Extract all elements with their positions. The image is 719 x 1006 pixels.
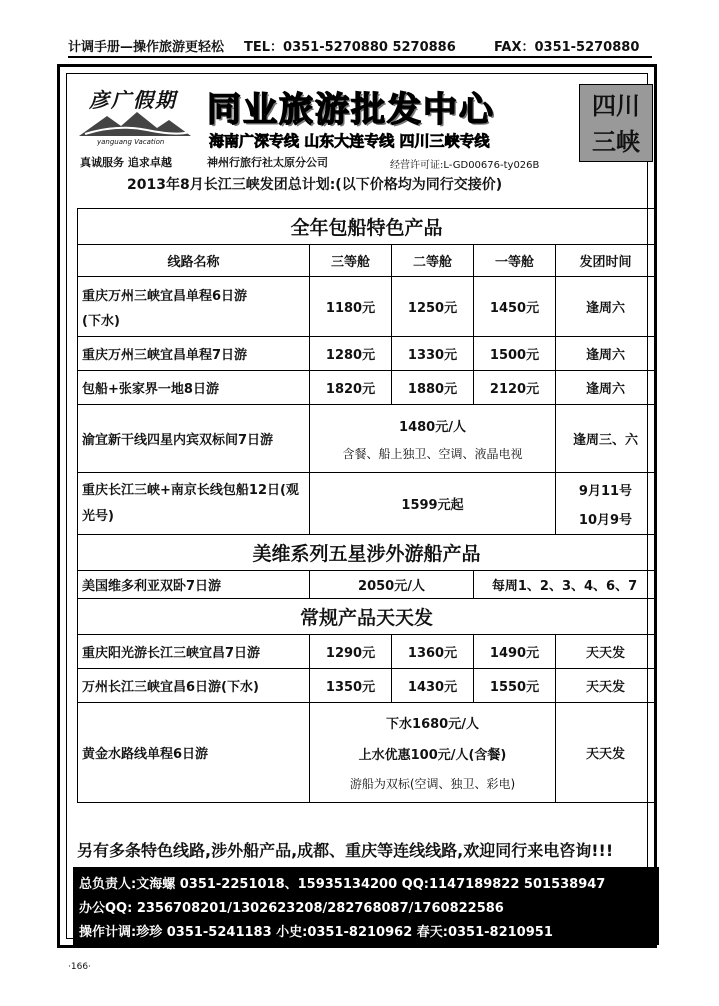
depart-time: 逢周六 <box>556 371 656 405</box>
route-name: 重庆长江三峡+南京长线包船12日(观光号) <box>78 473 310 535</box>
route-name: 重庆阳光游长江三峡宜昌7日游 <box>78 635 310 669</box>
route-name: 万州长江三峡宜昌6日游(下水) <box>78 669 310 703</box>
price-value: 1599元起 <box>310 473 556 535</box>
region-badge <box>579 84 653 162</box>
more-info: 另有多条特色线路,涉外船产品,成都、重庆等连线线路,欢迎同行来电咨询!!! <box>77 841 614 860</box>
price-first: 1450元 <box>474 277 556 337</box>
table-row <box>78 669 656 703</box>
route-name: 黄金水路线单程6日游 <box>78 703 310 803</box>
header-tel: TEL：0351-5270880 5270886 <box>244 40 456 55</box>
col-header: 发团时间 <box>556 245 656 277</box>
route-name: 美国维多利亚双卧7日游 <box>78 571 310 599</box>
col-header: 一等舱 <box>474 245 556 277</box>
section-title: 美维系列五星涉外游船产品 <box>78 535 656 571</box>
price-third: 1180元 <box>310 277 392 337</box>
header-left: 计调手册—操作旅游更轻松 <box>68 40 225 55</box>
price-value: 2050元/人 <box>310 571 474 599</box>
price-table <box>77 208 656 803</box>
depart-time: 逢周六 <box>556 337 656 371</box>
price-second: 1360元 <box>392 635 474 669</box>
price-second: 1250元 <box>392 277 474 337</box>
page-frame <box>57 64 657 948</box>
depart-time: 9月11号 10月9号 <box>556 473 656 535</box>
depart-time: 天天发 <box>556 669 656 703</box>
depart-time: 逢周三、六 <box>556 405 656 473</box>
table-row <box>78 703 656 803</box>
main-title: 同业旅游批发中心 <box>207 90 495 130</box>
col-header: 三等舱 <box>310 245 392 277</box>
contact-line-1: 总负责人:文海螺 0351-2251018、15935134200 QQ:1147189822 501538947 <box>79 877 606 892</box>
table-row <box>78 337 656 371</box>
content-area <box>66 73 648 939</box>
contact-line-3: 操作计调:珍珍 0351-5241183 小史:0351-8210962 春天:0351-8210951 <box>79 925 553 940</box>
price-third: 1350元 <box>310 669 392 703</box>
route-name: 包船+张家界一地8日游 <box>78 371 310 405</box>
region-line-2: 三峡 <box>592 128 640 156</box>
table-row <box>78 405 656 473</box>
price-first: 1490元 <box>474 635 556 669</box>
route-name: 重庆万州三峡宜昌单程7日游 <box>78 337 310 371</box>
price-first: 1500元 <box>474 337 556 371</box>
price-cell: 下水1680元/人 上水优惠100元/人(含餐) 游船为双标(空调、独卫、彩电) <box>310 703 556 803</box>
price-first: 2120元 <box>474 371 556 405</box>
contact-line-2: 办公QQ: 2356708201/1302623208/282768087/1760822586 <box>79 901 504 916</box>
depart-time: 天天发 <box>556 635 656 669</box>
page-number: ·166· <box>68 962 91 972</box>
route-lines: 海南广深专线 山东大连专线 四川三峡专线 <box>209 132 490 150</box>
price-second: 1880元 <box>392 371 474 405</box>
header-bar <box>68 34 652 58</box>
table-row <box>78 277 656 337</box>
price-third: 1280元 <box>310 337 392 371</box>
price-third: 1290元 <box>310 635 392 669</box>
table-row <box>78 371 656 405</box>
price-note: 含餐、船上独卫、空调、液晶电视 <box>342 446 523 461</box>
price-third: 1820元 <box>310 371 392 405</box>
logo-name: 彦广假期 <box>89 88 177 112</box>
table-row <box>78 635 656 669</box>
route-name: 重庆万州三峡宜昌单程6日游 (下水) <box>78 277 310 337</box>
col-header: 二等舱 <box>392 245 474 277</box>
table-row <box>78 571 656 599</box>
plan-title: 2013年8月长江三峡发团总计划:(以下价格均为同行交接价) <box>127 177 503 193</box>
contact-box <box>73 867 659 945</box>
price-second: 1430元 <box>392 669 474 703</box>
depart-time: 每周1、2、3、4、6、7 <box>474 571 656 599</box>
table-row <box>78 473 656 535</box>
header-fax: FAX：0351-5270880 <box>494 40 640 55</box>
logo-en: yanguang Vacation <box>97 138 165 146</box>
section-title: 常规产品天天发 <box>78 599 656 635</box>
mountain-logo-icon <box>77 110 193 140</box>
route-name: 渝宜新干线四星内宾双标间7日游 <box>78 405 310 473</box>
license: 经营许可证:L-GD00676-ty026B <box>390 160 540 171</box>
price-second: 1330元 <box>392 337 474 371</box>
depart-time: 逢周六 <box>556 277 656 337</box>
logo <box>77 84 193 174</box>
depart-time: 天天发 <box>556 703 656 803</box>
section-title: 全年包船特色产品 <box>78 209 656 245</box>
region-line-1: 四川 <box>592 92 640 120</box>
price-cell <box>310 405 556 473</box>
col-header: 线路名称 <box>78 245 310 277</box>
company-name: 神州行旅行社太原分公司 <box>207 156 328 169</box>
slogan: 真诚服务 追求卓越 <box>80 156 172 169</box>
price-value: 1480元/人 <box>399 419 466 435</box>
price-first: 1550元 <box>474 669 556 703</box>
